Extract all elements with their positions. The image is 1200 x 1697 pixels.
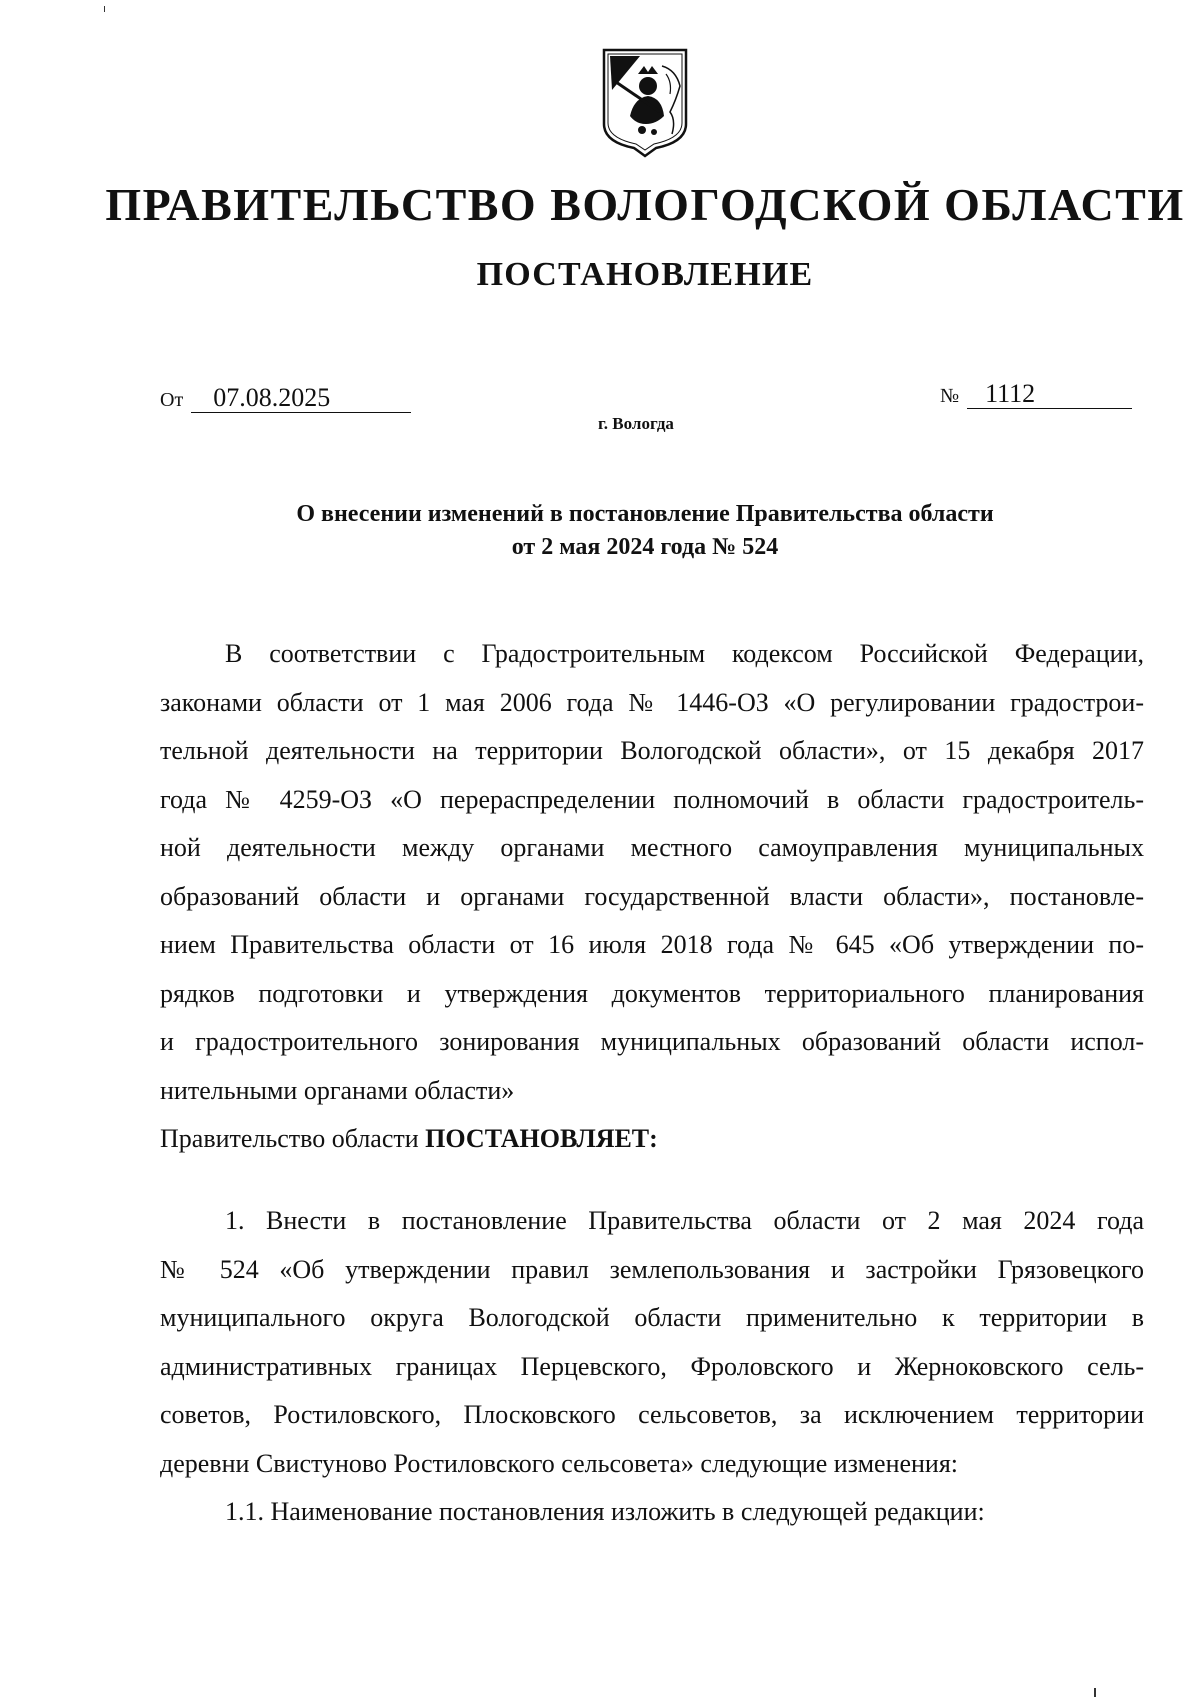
scan-artifact xyxy=(1094,1688,1096,1697)
text-line: № 524 «Об утверждении правил землепользования и застройки Грязовецкого xyxy=(160,1254,1144,1284)
preamble-paragraph xyxy=(160,630,1144,1164)
text-line: нительными органами области» xyxy=(160,1075,515,1105)
text-line: образований области и органами государственной власти области», постановле- xyxy=(160,881,1144,911)
subject-line: О внесении изменений в постановление Правительства области xyxy=(296,501,994,527)
resolution-prefix: Правительство области xyxy=(160,1124,426,1153)
clause-1-1-line: 1.1. Наименование постановления изложить в следующей редакции: xyxy=(225,1497,985,1526)
text-line: ной деятельности между органами местного самоуправления муниципальных xyxy=(160,833,1144,862)
document-subject xyxy=(0,498,1200,564)
date-value: 07.08.2025 xyxy=(191,384,411,413)
text-line: года № 4259-ОЗ «О перераспределении полномочий в области градостроитель- xyxy=(160,784,1144,814)
text-line: советов, Ростиловского, Плосковского сельсоветов, за исключением территории xyxy=(160,1400,1144,1429)
coat-of-arms-icon xyxy=(600,46,690,158)
text-line: рядков подготовки и утверждения документов территориального планирования xyxy=(160,978,1144,1008)
text-line: деревни Свистуново Ростиловского сельсовета» следующие изменения: xyxy=(160,1448,959,1478)
subject-line: от 2 мая 2024 года № 524 xyxy=(511,534,779,560)
text-line: В соответствии с Градостроительным кодексом Российской Федерации, xyxy=(225,639,1144,668)
text-line: законами области от 1 мая 2006 года № 1446-ОЗ «О регулировании градострои- xyxy=(160,687,1144,717)
number-label: № xyxy=(940,385,960,407)
text-line: тельной деятельности на территории Вологодской области», от 15 декабря 2017 xyxy=(160,736,1144,765)
scan-artifact xyxy=(104,6,105,12)
government-title: ПРАВИТЕЛЬСТВО ВОЛОГОДСКОЙ ОБЛАСТИ xyxy=(105,179,1185,230)
document-type-heading: ПОСТАНОВЛЕНИЕ xyxy=(476,256,814,293)
resolution-word: ПОСТАНОВЛЯЕТ: xyxy=(425,1124,658,1153)
clause-1-paragraph xyxy=(160,1197,1144,1537)
number-value: 1112 xyxy=(967,380,1132,409)
text-line: 1. Внести в постановление Правительства области от 2 мая 2024 года xyxy=(225,1206,1144,1235)
text-line: и градостроительного зонирования муниципальных образований области испол- xyxy=(160,1027,1144,1056)
resolution-line xyxy=(160,1115,1144,1164)
date-label: От xyxy=(160,389,184,411)
date-line xyxy=(160,384,411,413)
text-line: административных границах Перцевского, Фроловского и Жерноковского сель- xyxy=(160,1351,1144,1381)
text-line: муниципального округа Вологодской области применительно к территории в xyxy=(160,1303,1144,1332)
city-label: г. Вологда xyxy=(598,414,674,433)
number-line xyxy=(940,380,1132,409)
text-line: нием Правительства области от 16 июля 2018 года № 645 «Об утверждении по- xyxy=(160,930,1144,959)
